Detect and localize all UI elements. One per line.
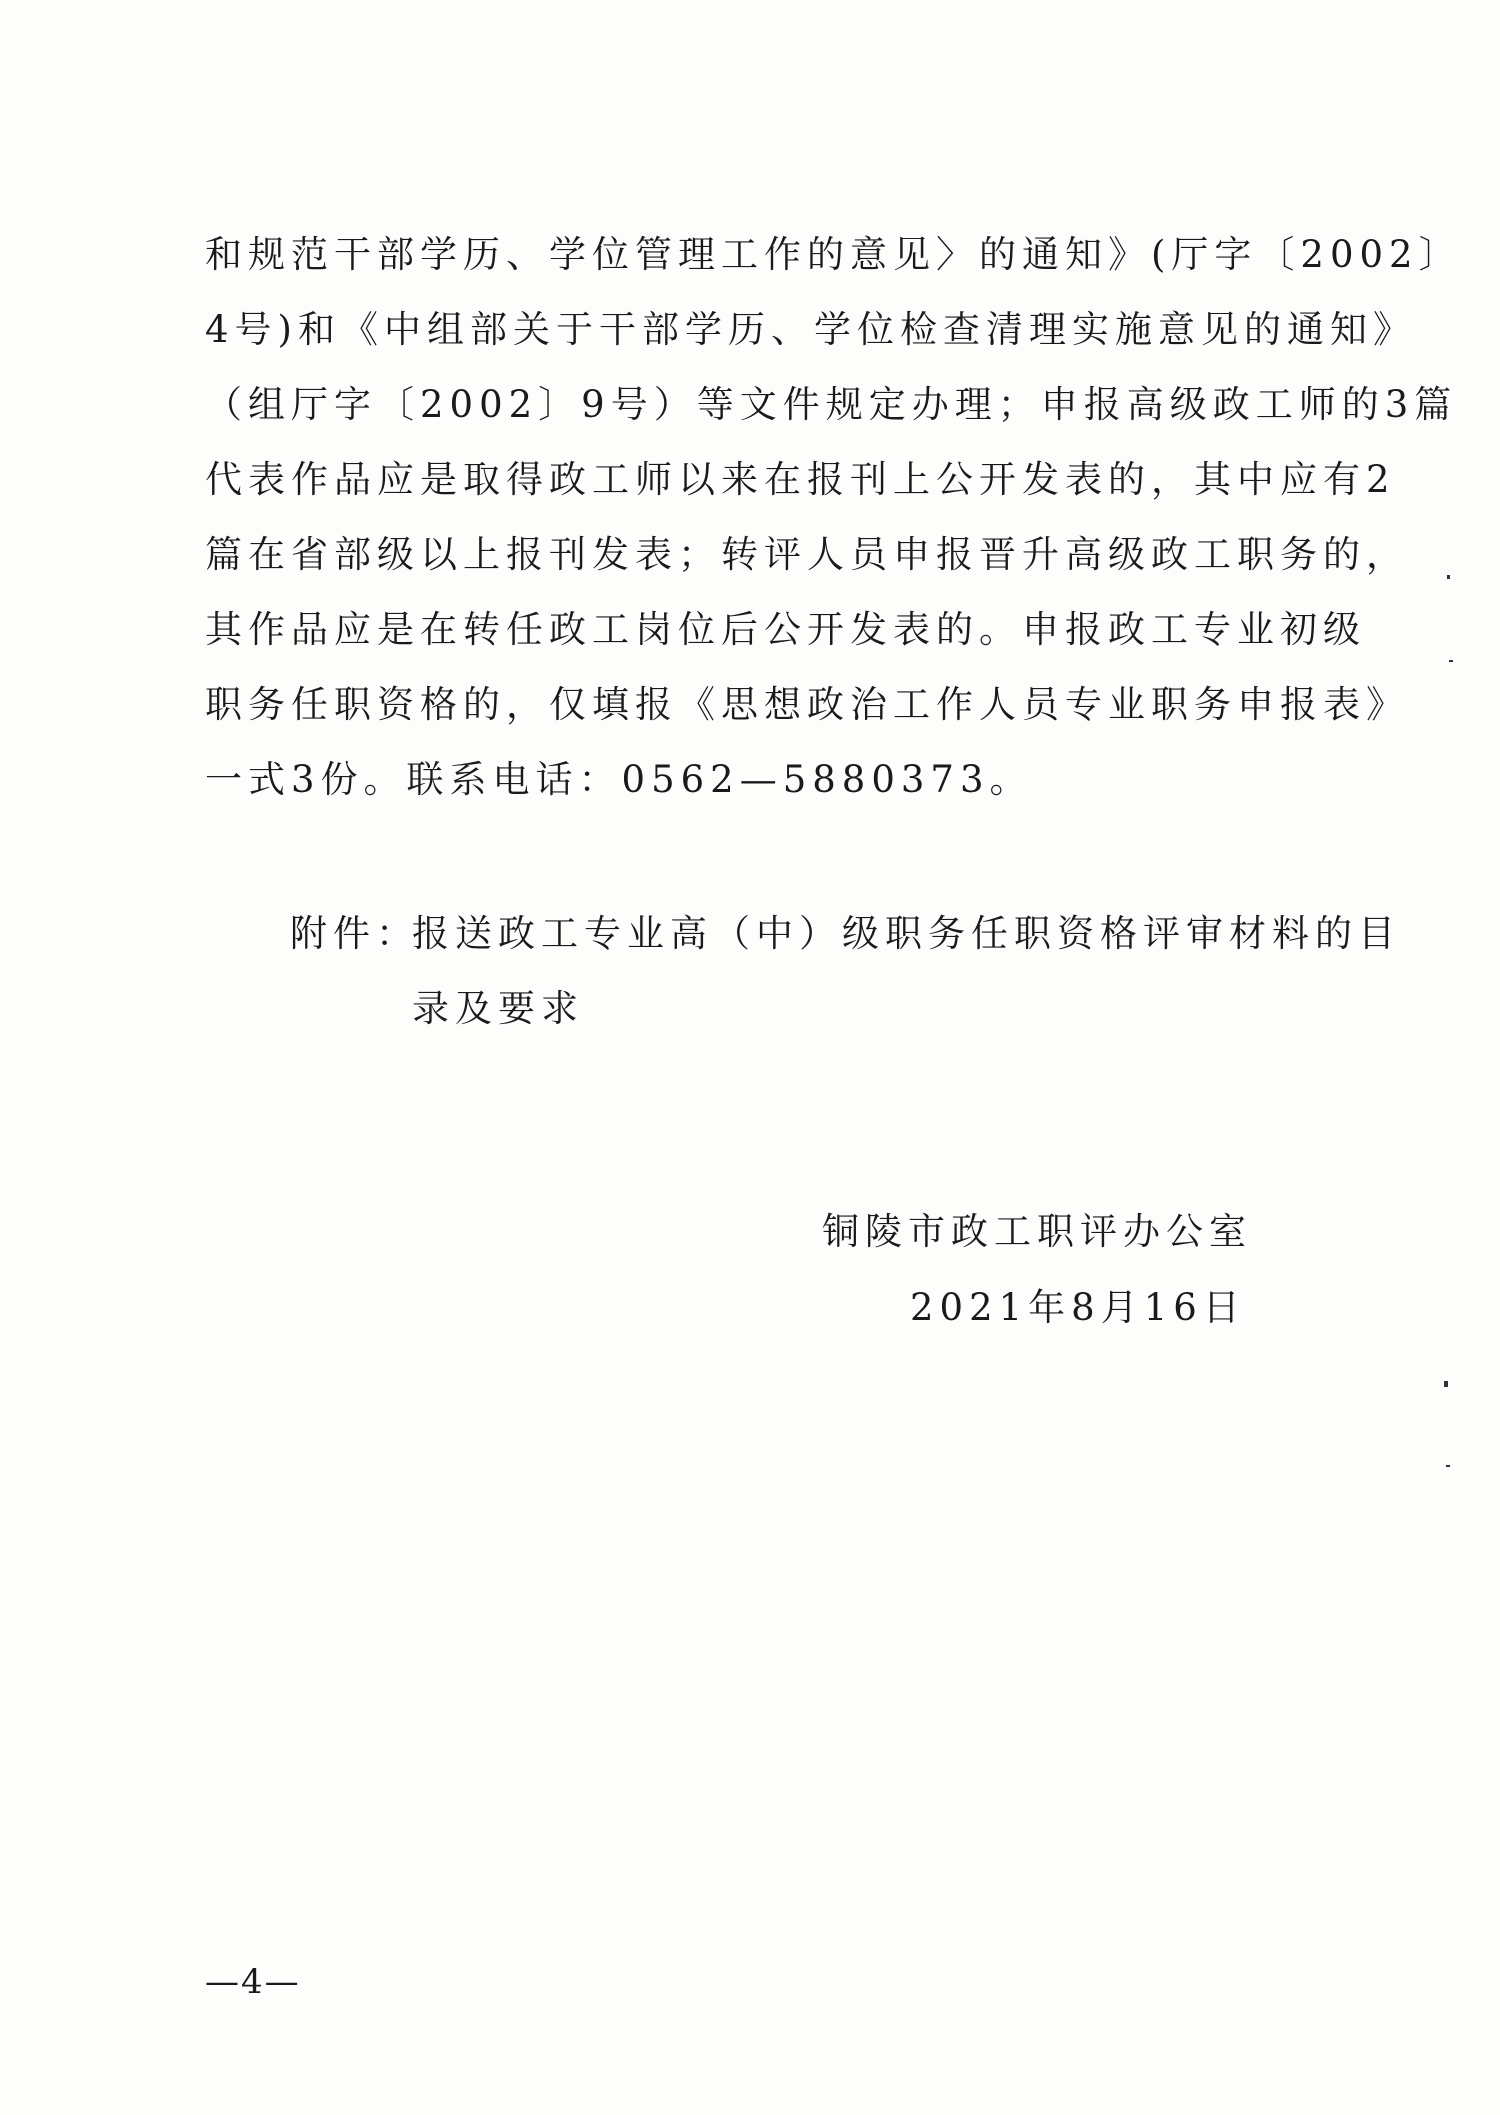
body-line-1: 和规范干部学历、学位管理工作的意见〉的通知》(厅字〔2002〕 <box>205 233 1462 276</box>
body-line-8: 一式3份。联系电话：0562—5880373。 <box>205 758 1033 801</box>
attachment-line-2: 录及要求 <box>412 987 584 1030</box>
signature-office: 铜陵市政工职评办公室 <box>822 1210 1252 1253</box>
body-line-6: 其作品应是在转任政工岗位后公开发表的。申报政工专业初级 <box>205 608 1366 651</box>
scan-speck <box>1446 1465 1450 1467</box>
signature-date: 2021年8月16日 <box>910 1286 1246 1329</box>
page-number: —4— <box>205 1962 301 2002</box>
body-line-7: 职务任职资格的，仅填报《思想政治工作人员专业职务申报表》 <box>205 683 1409 726</box>
body-line-2: 4号)和《中组部关于干部学历、学位检查清理实施意见的通知》 <box>205 308 1416 351</box>
body-line-3: （组厅字〔2002〕9号）等文件规定办理；申报高级政工师的3篇 <box>205 383 1458 426</box>
attachment-line-1: 报送政工专业高（中）级职务任职资格评审材料的目 <box>412 912 1401 955</box>
scan-speck <box>1447 575 1450 579</box>
scan-speck <box>1444 1381 1448 1387</box>
scan-speck <box>1449 660 1453 662</box>
body-line-5: 篇在省部级以上报刊发表；转评人员申报晋升高级政工职务的， <box>205 533 1409 576</box>
attachment-label: 附件： <box>290 912 419 955</box>
body-line-4: 代表作品应是取得政工师以来在报刊上公开发表的，其中应有2 <box>205 458 1396 501</box>
